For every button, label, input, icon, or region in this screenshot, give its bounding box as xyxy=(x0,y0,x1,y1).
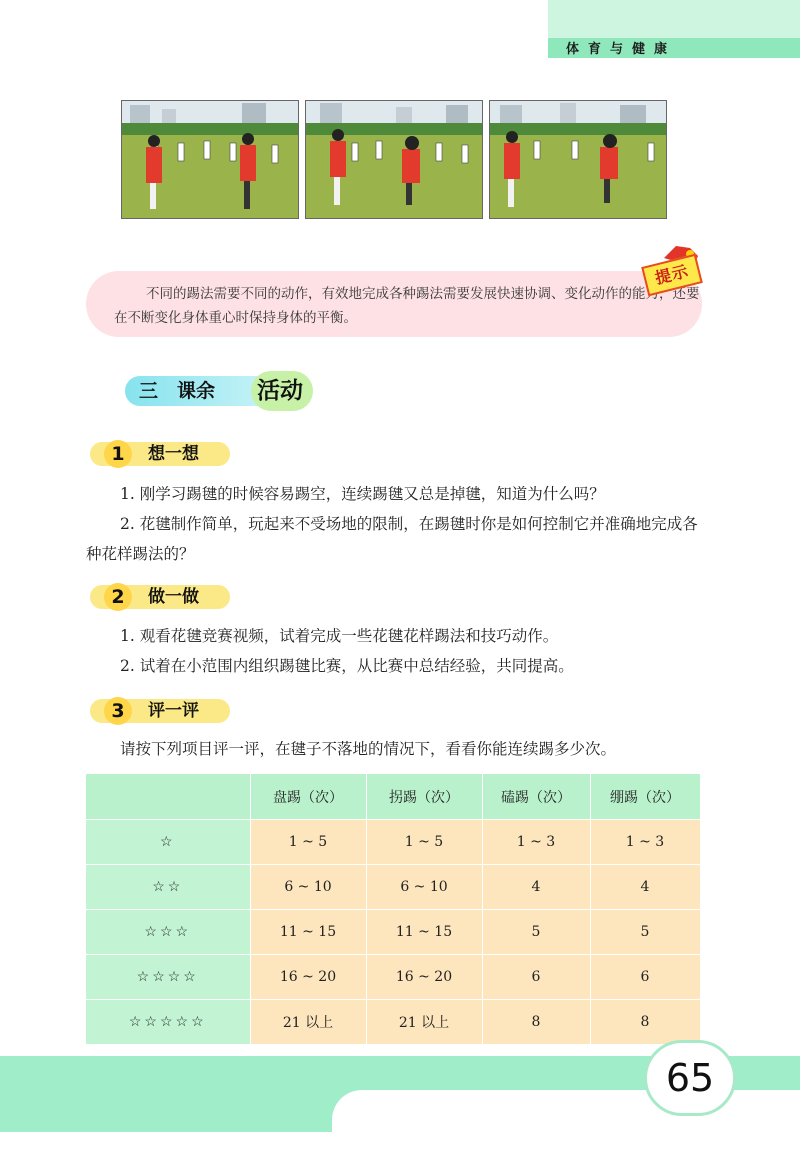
table-row xyxy=(86,910,700,955)
table-cell: 11 ~ 15 xyxy=(366,910,482,955)
subheading-number: 3 xyxy=(104,697,132,725)
table-cell: 6 ~ 10 xyxy=(366,865,482,910)
table-cell: 16 ~ 20 xyxy=(366,955,482,1000)
table-cell: 5 xyxy=(482,910,590,955)
page-header-title: 体育与健康 xyxy=(566,42,677,57)
table-cell: 4 xyxy=(590,865,700,910)
tip-badge xyxy=(640,244,702,296)
page-number: 65 xyxy=(644,1040,736,1116)
table-cell: 6 xyxy=(482,955,590,1000)
tip-box xyxy=(86,271,702,337)
evaluate-intro-text: 请按下列项目评一评，在毽子不落地的情况下，看看你能连续踢多少次。 xyxy=(120,740,617,758)
table-cell: 1 ~ 3 xyxy=(590,820,700,865)
star-rating-cell: ☆☆☆☆☆ xyxy=(86,1000,250,1045)
table-header-cell: 磕踢（次） xyxy=(482,774,590,820)
think-questions xyxy=(86,479,706,569)
table-cell: 4 xyxy=(482,865,590,910)
think-question-2: 2. 花毽制作简单，玩起来不受场地的限制，在踢毽时你是如何控制它并准确地完成各种花样踢法的？ xyxy=(86,515,698,563)
section-heading xyxy=(125,371,313,411)
subheading-label: 做一做 xyxy=(148,587,199,607)
table-cell: 8 xyxy=(590,1000,700,1045)
star-rating-cell: ☆☆☆ xyxy=(86,910,250,955)
tip-text: 不同的踢法需要不同的动作，有效地完成各种踢法需要发展快速协调、变化动作的能力，还要在不断变化身体重心时保持身体的平衡。 xyxy=(114,286,700,326)
table-header-cell: 绷踢（次） xyxy=(590,774,700,820)
table-header-cell xyxy=(86,774,250,820)
rating-table xyxy=(86,774,701,1045)
tip-badge-label: 提示 xyxy=(641,254,703,297)
table-cell: 6 xyxy=(590,955,700,1000)
table-row xyxy=(86,820,700,865)
star-rating-cell: ☆☆☆☆ xyxy=(86,955,250,1000)
table-cell: 5 xyxy=(590,910,700,955)
table-row xyxy=(86,955,700,1000)
table-header-cell: 盘踢（次） xyxy=(250,774,366,820)
photo-shuttlecock-kick-1 xyxy=(121,100,299,219)
do-activity-1: 1. 观看花毽竞赛视频，试着完成一些花毽花样踢法和技巧动作。 xyxy=(120,627,559,645)
table-row xyxy=(86,1000,700,1045)
table-cell: 6 ~ 10 xyxy=(250,865,366,910)
subheading-number: 2 xyxy=(104,583,132,611)
star-rating-cell: ☆☆ xyxy=(86,865,250,910)
subheading-number: 1 xyxy=(104,440,132,468)
do-activity-2: 2. 试着在小范围内组织踢毽比赛，从比赛中总结经验，共同提高。 xyxy=(120,657,574,675)
table-cell: 16 ~ 20 xyxy=(250,955,366,1000)
table-cell: 1 ~ 5 xyxy=(250,820,366,865)
table-header-cell: 拐踢（次） xyxy=(366,774,482,820)
photo-shuttlecock-kick-3 xyxy=(489,100,667,219)
table-cell: 1 ~ 5 xyxy=(366,820,482,865)
subheading-label: 想一想 xyxy=(148,444,199,464)
star-rating-cell: ☆ xyxy=(86,820,250,865)
table-cell: 21 以上 xyxy=(250,1000,366,1045)
do-activities xyxy=(86,621,706,681)
table-cell: 1 ~ 3 xyxy=(482,820,590,865)
table-cell: 11 ~ 15 xyxy=(250,910,366,955)
subheading-do xyxy=(90,583,230,611)
section-heading-part2: 活动 xyxy=(257,378,303,404)
table-cell: 8 xyxy=(482,1000,590,1045)
photo-shuttlecock-kick-2 xyxy=(305,100,483,219)
table-header-row xyxy=(86,774,700,820)
footer-white-tab xyxy=(332,1090,800,1150)
subheading-evaluate xyxy=(90,697,230,725)
subheading-think xyxy=(90,440,230,468)
section-heading-part1: 三 课余 xyxy=(139,380,216,402)
evaluate-intro xyxy=(86,734,706,764)
think-question-1: 1. 刚学习踢毽的时候容易踢空，连续踢毽又总是掉毽，知道为什么吗？ xyxy=(120,485,605,503)
subheading-label: 评一评 xyxy=(148,701,199,721)
table-cell: 21 以上 xyxy=(366,1000,482,1045)
table-row xyxy=(86,865,700,910)
